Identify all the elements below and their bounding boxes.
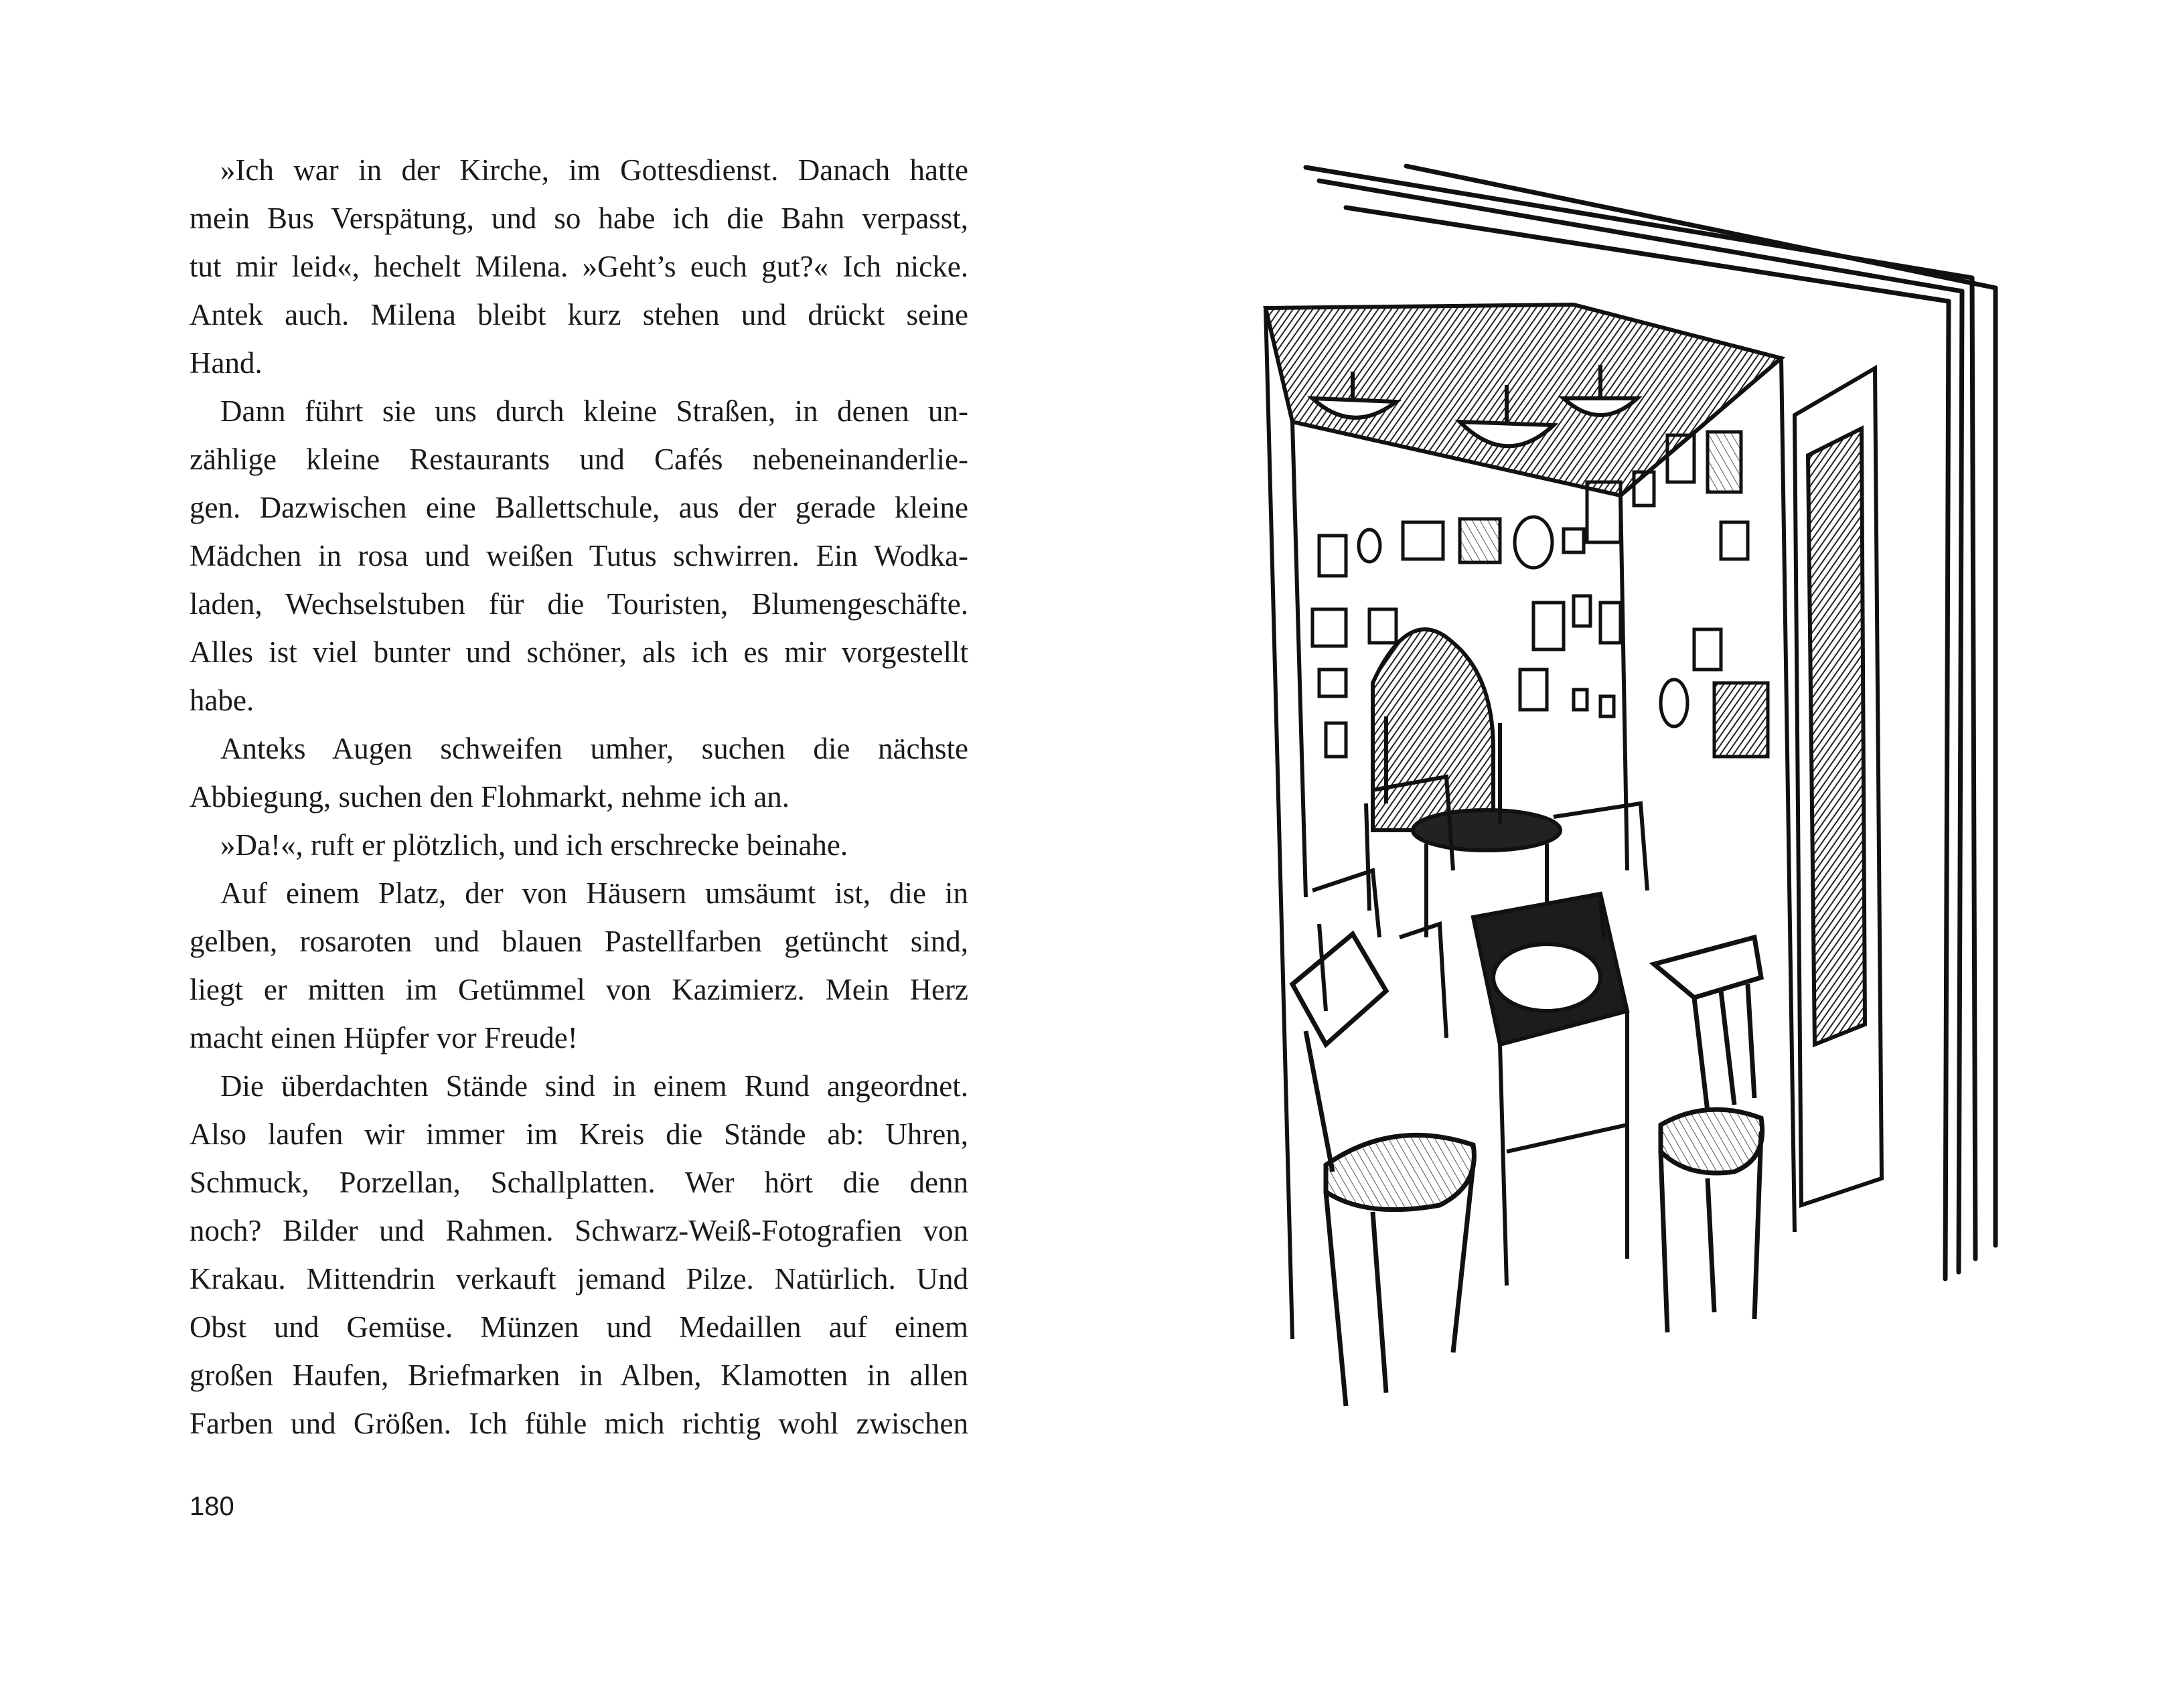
text-line: zählige kleine Restaurants und Cafés nebeneinanderlie- bbox=[190, 443, 968, 476]
text-line: gen. Dazwischen eine Ballettschule, aus der gerade kleine bbox=[190, 491, 968, 524]
front-left-chair bbox=[1292, 934, 1474, 1406]
text-line: Die überdachten Stände sind in einem Rund angeordnet. bbox=[220, 1069, 968, 1103]
text-line: Alles ist viel bunter und schöner, als ich es mir vorgestellt bbox=[190, 635, 968, 669]
text-line: macht einen Hüpfer vor Freude! bbox=[190, 1021, 578, 1055]
text-line: laden, Wechselstuben für die Touristen, Blumengeschäfte. bbox=[190, 587, 968, 621]
text-line: Hand. bbox=[190, 346, 262, 380]
text-line: Obst und Gemüse. Münzen und Medaillen auf einem bbox=[190, 1310, 968, 1344]
front-right-chair bbox=[1654, 937, 1762, 1332]
text-line: Mädchen in rosa und weißen Tutus schwirren. Ein Wodka- bbox=[190, 539, 968, 572]
front-table bbox=[1473, 894, 1627, 1286]
text-line: habe. bbox=[190, 684, 254, 717]
text-line: Farben und Größen. Ich fühle mich richtig wohl zwischen bbox=[190, 1407, 968, 1440]
text-line: großen Haufen, Briefmarken in Alben, Klamotten in allen bbox=[190, 1358, 968, 1392]
text-line: Auf einem Platz, der von Häusern umsäumt ist, die in bbox=[220, 876, 968, 910]
text-line: tut mir leid«, hechelt Milena. »Geht’s euch gut?« Ich nicke. bbox=[190, 250, 968, 283]
page-number: 180 bbox=[190, 1492, 234, 1521]
arched-doorway bbox=[1373, 629, 1493, 830]
text-line: Anteks Augen schweifen umher, suchen die nächste bbox=[220, 732, 968, 765]
text-line: Dann führt sie uns durch kleine Straßen, in denen un- bbox=[220, 394, 968, 428]
text-line: Abbiegung, suchen den Flohmarkt, nehme ich an. bbox=[190, 780, 790, 813]
text-line: Krakau. Mittendrin verkauft jemand Pilze. Natürlich. Und bbox=[190, 1262, 968, 1296]
text-line: liegt er mitten im Getümmel von Kazimierz. Mein Herz bbox=[190, 973, 968, 1006]
text-line: »Ich war in der Kirche, im Gottesdienst. Danach hatte bbox=[220, 153, 968, 187]
text-line: Also laufen wir immer im Kreis die Stände ab: Uhren, bbox=[190, 1117, 968, 1151]
text-line: mein Bus Verspätung, und so habe ich die Bahn verpasst, bbox=[190, 202, 968, 235]
text-line: noch? Bilder und Rahmen. Schwarz-Weiß-Fotografien von bbox=[190, 1214, 968, 1247]
text-line: »Da!«, ruft er plötzlich, und ich erschrecke beinahe. bbox=[220, 828, 848, 862]
text-line: gelben, rosaroten und blauen Pastellfarben getüncht sind, bbox=[190, 925, 968, 958]
cafe-interior-illustration bbox=[1225, 134, 2029, 1419]
text-line: Schmuck, Porzellan, Schallplatten. Wer hört die denn bbox=[190, 1166, 968, 1199]
text-line: Antek auch. Milena bleibt kurz stehen und drückt seine bbox=[190, 298, 968, 331]
body-text bbox=[190, 146, 968, 1448]
dark-painting bbox=[1808, 429, 1865, 1044]
